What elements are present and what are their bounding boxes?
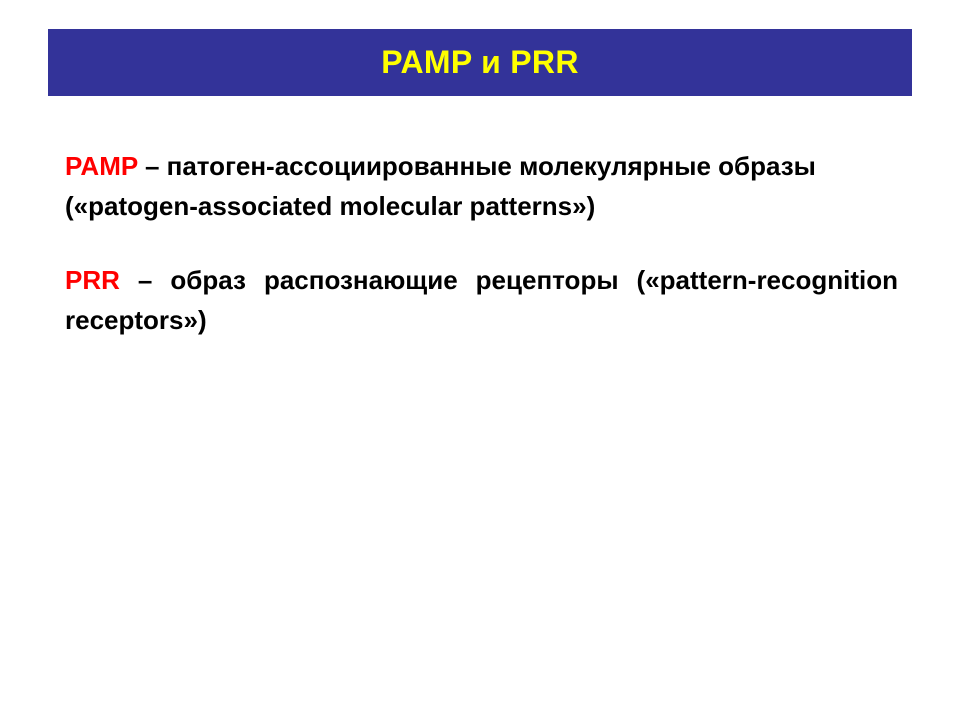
slide-body xyxy=(65,146,898,340)
slide-title-bar xyxy=(48,29,912,96)
definition-prr-text: – образ распознающие рецепторы («pattern-recognition receptors») xyxy=(65,265,898,335)
definition-prr xyxy=(65,260,898,340)
definition-pamp-text: – патоген-ассоциированные молекулярные образы («patogen-associated molecular patterns») xyxy=(65,151,816,221)
definition-pamp xyxy=(65,146,898,226)
slide-title: PAMP и PRR xyxy=(381,44,579,80)
term-pamp: PAMP xyxy=(65,151,138,181)
term-prr: PRR xyxy=(65,265,120,295)
